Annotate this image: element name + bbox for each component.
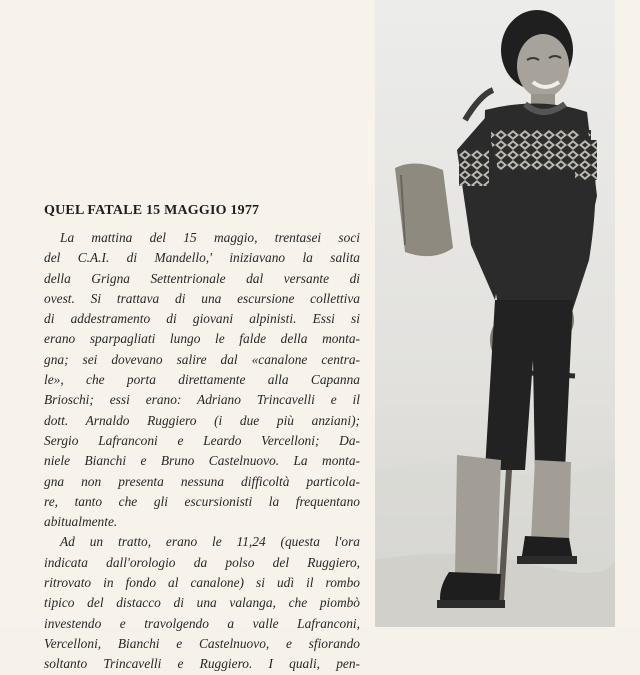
text-line: niele Bianchi e Bruno Castelnuovo. La monta- (44, 453, 360, 469)
article-body (44, 228, 360, 675)
text-line: investendo e travolgendo a valle Lafranconi, (44, 615, 360, 631)
text-line: ritrovato in fondo al canalone) si udì il rombo (44, 575, 360, 591)
text-line: del C.A.I. di Mandello,' iniziavano la salita (44, 250, 360, 266)
text-line: della Grigna Settentrionale dal versante di (44, 270, 360, 286)
text-line: Vercelloni, Bianchi e Castelnuovo, e sfiorando (44, 635, 360, 651)
text-line: erano sparpagliati lungo le falde della monta- (44, 331, 360, 347)
text-line: tipico del distacco di una valanga, che piombò (44, 595, 360, 611)
text-line: La mattina del 15 maggio, trentasei soci (60, 230, 360, 245)
text-line: ovest. Si trattava di una escursione collettiva (44, 290, 360, 306)
text-line: Brioschi; essi erano: Adriano Trincavelli e il (44, 392, 360, 408)
climber-photo-art (375, 0, 615, 627)
text-line: gna; sei dovevano salire dal «canalone centra- (44, 351, 360, 367)
article-heading: QUEL FATALE 15 MAGGIO 1977 (44, 203, 260, 218)
text-line: dott. Arnaldo Ruggiero (i due più anziani); (44, 412, 360, 428)
gaiter-right (531, 460, 571, 540)
text-line: soltanto Trincavelli e Ruggiero. I quali, pen- (44, 656, 360, 672)
gaiter-left (455, 455, 501, 575)
text-line: le», che porta direttamente alla Capanna (44, 372, 360, 388)
text-line: gna non presenta nessuna difficoltà particola- (44, 473, 360, 489)
text-line: Sergio Lafranconi e Leardo Vercelloni; Da- (44, 432, 360, 448)
text-line: re, tanto che gli escursionisti la frequentano (44, 493, 360, 509)
climber-photo (375, 0, 615, 627)
text-line: abitualmente. (44, 514, 118, 530)
text-line: di addestramento di giovani alpinisti. Essi si (44, 311, 360, 327)
text-line: Ad un tratto, erano le 11,24 (questa l'ora (60, 534, 360, 550)
text-line: indicata dall'orologio da polso del Ruggiero, (44, 554, 360, 570)
